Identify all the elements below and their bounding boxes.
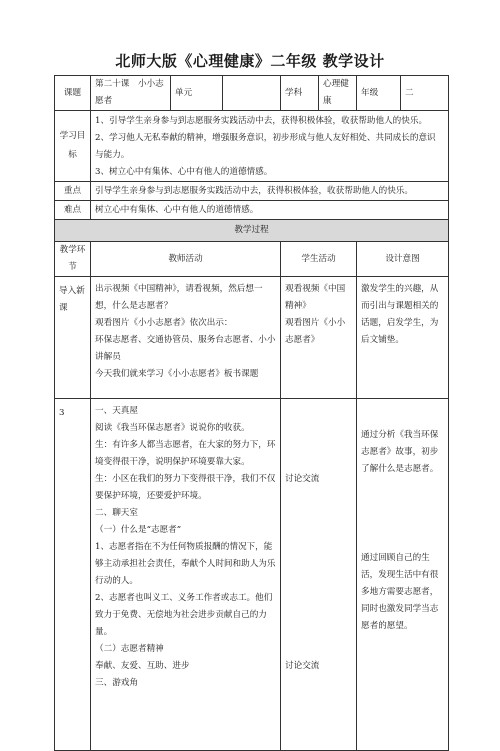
intro-student bbox=[281, 277, 357, 399]
intent-text: 通过分析《我当环保志愿者》故事，初步了解什么是志愿者。 bbox=[361, 430, 439, 474]
column-header-row bbox=[55, 242, 449, 277]
key-point-row bbox=[55, 182, 449, 201]
student-text: 观看视频《中国精神》 bbox=[285, 284, 346, 311]
student-text: 讨论交流 bbox=[285, 474, 320, 484]
subject-value: 心理健康 bbox=[319, 76, 357, 111]
goal-item: 3、树立心中有集体、心中有他人的道德情感。 bbox=[95, 167, 273, 177]
subject-label: 学科 bbox=[281, 76, 319, 111]
intro-stage: 导入新课 bbox=[55, 277, 91, 399]
teacher-text: 2、志愿者也叫义工、义务工作者或志工。他们致力于免费、无偿地为社会进步贡献自己的力量。 bbox=[95, 593, 273, 637]
teacher-text: 1、志愿者指在不为任何物质报酬的情况下，能够主动承担社会责任，奉献个人时间和助人为乐行动的人。 bbox=[95, 542, 276, 586]
topic-label: 课题 bbox=[55, 76, 91, 111]
difficulty-value: 树立心中有集体、心中有他人的道德情感。 bbox=[91, 201, 449, 220]
key-point-label: 重点 bbox=[55, 182, 91, 201]
teacher-text: 出示视频《中国精神》，请看视频，然后想一想，什么是志愿者？ bbox=[95, 284, 263, 311]
teacher-text: 今天我们就来学习《小小志愿者》板书课题 bbox=[95, 369, 259, 379]
process-header-row bbox=[55, 220, 449, 242]
difficulty-row bbox=[55, 201, 449, 220]
intro-row bbox=[55, 277, 449, 399]
unit-value bbox=[223, 76, 281, 111]
main-row bbox=[55, 399, 449, 751]
teacher-text: 生：小区在我们的努力下变得很干净，我们不仅要保护环境，还要爱护环境。 bbox=[95, 474, 276, 501]
student-text: 讨论交流 bbox=[285, 661, 320, 671]
teacher-text: 一、天真屋 bbox=[95, 406, 138, 416]
goals-list bbox=[91, 111, 449, 182]
teacher-text: 阅读《我当环保志愿者》说说你的收获。 bbox=[95, 423, 250, 433]
goal-item: 2、学习他人无私奉献的精神，增强服务意识，初步形成与他人友好相处、共同成长的意识与能力。 bbox=[95, 133, 436, 160]
teacher-text: 三、游戏角 bbox=[95, 678, 138, 688]
key-point-value: 引导学生亲身参与到志愿服务实践活动中去，获得积极体验，收获帮助他人的快乐。 bbox=[91, 182, 449, 201]
teacher-text: 观看图片《小小志愿者》依次出示： bbox=[95, 318, 233, 328]
process-header: 教学过程 bbox=[55, 220, 449, 242]
teacher-text: （二）志愿者精神 bbox=[95, 644, 164, 654]
teacher-text: 生：有许多人都当志愿者，在大家的努力下，环境变得很干净，说明保护环境要靠大家。 bbox=[95, 440, 276, 467]
goals-row bbox=[55, 111, 449, 182]
col-student: 学生活动 bbox=[281, 242, 357, 277]
page-title: 北师大版《心理健康》二年级 教学设计 bbox=[115, 52, 385, 70]
unit-label: 单元 bbox=[171, 76, 223, 111]
teacher-text: （一）什么是“志愿者” bbox=[95, 525, 182, 535]
teacher-text: 二、聊天室 bbox=[95, 508, 138, 518]
difficulty-label: 难点 bbox=[55, 201, 91, 220]
grade-label: 年级 bbox=[357, 76, 401, 111]
lesson-plan-table bbox=[54, 75, 449, 751]
info-row bbox=[55, 76, 449, 111]
main-intent bbox=[357, 399, 449, 751]
intro-intent: 激发学生的兴趣，从而引出与课题相关的话题，启发学生，为后文铺垫。 bbox=[357, 277, 449, 399]
grade-value: 二 bbox=[401, 76, 449, 111]
intent-text: 通过回顾自己的生活，发现生活中有很多地方需要志愿者，同时也激发同学当志愿者的愿望。 bbox=[361, 553, 439, 631]
teacher-text: 环保志愿者、交通协管员、服务台志愿者、小小讲解员 bbox=[95, 335, 276, 362]
student-text: 观看图片《小小志愿者》 bbox=[285, 318, 346, 345]
col-teacher: 教师活动 bbox=[91, 242, 281, 277]
topic-value: 第二十课 小小志愿者 bbox=[91, 76, 171, 111]
col-stage: 教学环节 bbox=[55, 242, 91, 277]
col-intent: 设计意图 bbox=[357, 242, 449, 277]
main-student bbox=[281, 399, 357, 751]
teacher-text: 奉献、友爱、互助、进步 bbox=[95, 661, 190, 671]
intro-teacher bbox=[91, 277, 281, 399]
goal-item: 1、引导学生亲身参与到志愿服务实践活动中去，获得积极体验，收获帮助他人的快乐。 bbox=[95, 116, 428, 126]
main-teacher bbox=[91, 399, 281, 751]
main-stage: 3 bbox=[55, 399, 91, 751]
goals-label: 学习目标 bbox=[55, 111, 91, 182]
